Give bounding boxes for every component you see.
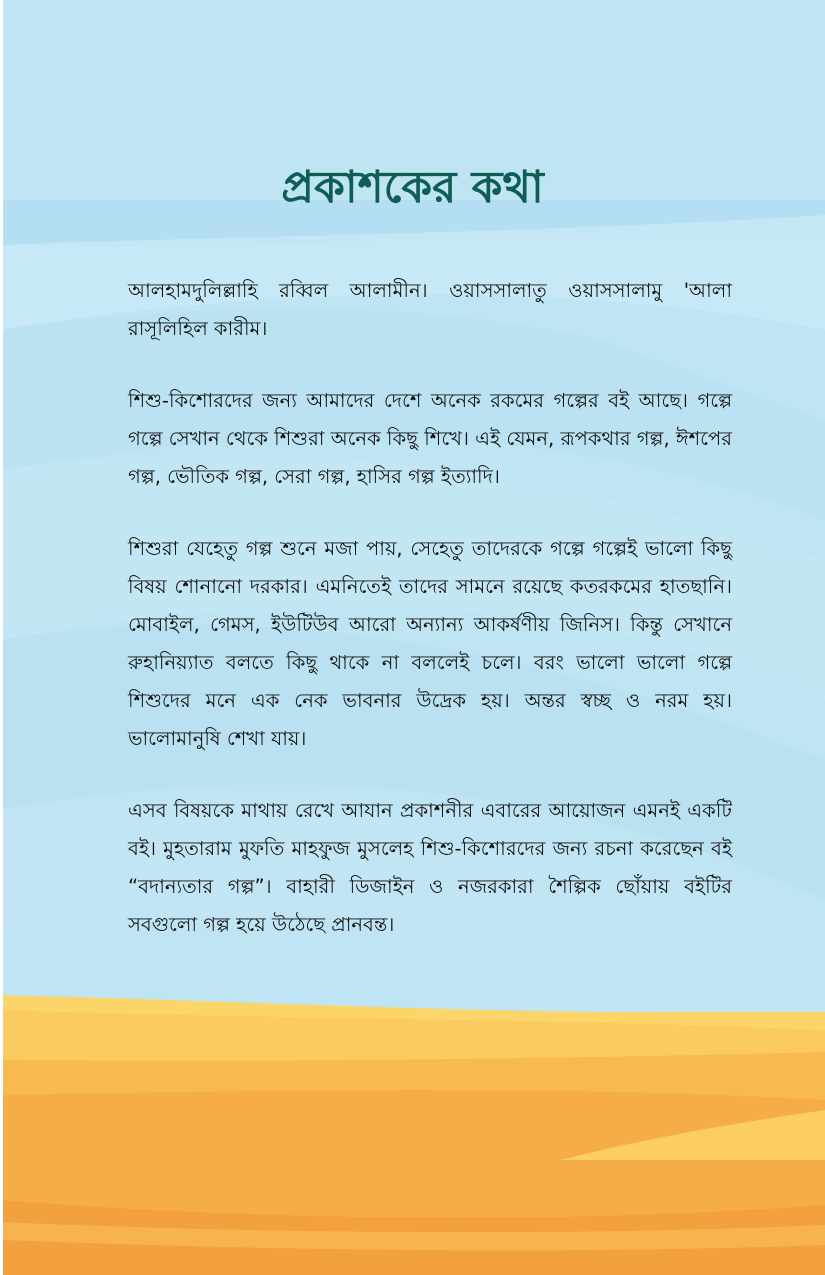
page-title: প্রকাশকের কথা xyxy=(281,162,544,213)
paragraph-story-books: শিশু-কিশোরদের জন্য আমাদের দেশে অনেক রকমের গল্পের বই আছে। গল্পে গল্পে সেখান থেকে শিশুরা অনেক কিছু শিখে। এই যেমন, রূপকথার গল্প, ঈশপের গল্প, ভৌতিক গল্প, সেরা গল্প, হাসির গল্প ইত্যাদি। xyxy=(128,389,732,488)
paragraph-children-stories: শিশুরা যেহেতু গল্প শুনে মজা পায়, সেহেতু তাদেরকে গল্পে গল্পেই ভালো কিছু বিষয় শোনানো দরকার। এমনিতেই তাদের সামনে রয়েছে কতরকমের হাতছানি। মোবাইল, গেমস, ইউটিউব আরো অন্যান্য আকর্ষণীয় জিনিস। কিন্তু সেখানে রুহানিয়্যাত বলতে কিছু থাকে না বললেই চলে। বরং ভালো ভালো গল্পে শিশুদের মনে এক নেক ভাবনার উদ্রেক হয়। অন্তর স্বচ্ছ ও নরম হয়। ভালোমানুষি শেখা যায়। xyxy=(128,537,732,750)
paragraph-book-intro: এসব বিষয়কে মাথায় রেখে আযান প্রকাশনীর এবারের আয়োজন এমনই একটি বই। মুহতারাম মুফতি মাহফুজ মুসলেহ শিশু-কিশোরদের জন্য রচনা করেছেন বই “বদান্যতার গল্প”। বাহারী ডিজাইন ও নজরকারা শৈল্পিক ছোঁয়ায় বইটির সবগুলো গল্প হয়ে উঠেছে প্রানবন্ত। xyxy=(128,799,732,936)
body-text xyxy=(128,272,732,978)
paragraph-greeting: আলহামদুলিল্লাহি রব্বিল আলামীন। ওয়াসসালাতু ওয়াসসালামু 'আলা রাসূলিহিল কারীম। xyxy=(128,279,732,340)
